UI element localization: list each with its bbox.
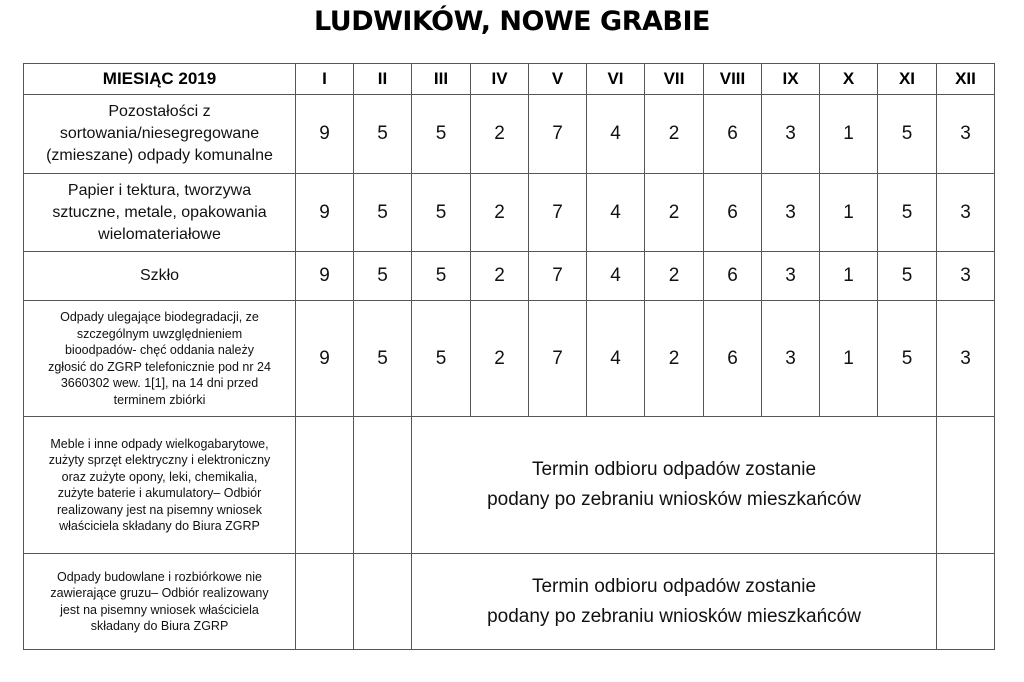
table-row	[24, 301, 995, 417]
day-cell: 7	[529, 252, 587, 301]
day-cell: 2	[645, 174, 704, 252]
day-cell: 6	[704, 252, 762, 301]
day-cell: 2	[471, 95, 529, 174]
note-line: Termin odbioru odpadów zostanie	[531, 459, 817, 480]
day-cell: 5	[878, 95, 937, 174]
day-cell: 5	[878, 301, 937, 417]
pickup-note	[412, 554, 937, 650]
label-line: Meble i inne odpady wielkogabarytowe,	[50, 436, 269, 451]
day-cell: 3	[762, 252, 820, 301]
day-cell: 2	[471, 301, 529, 417]
label-line: sortowania/niesegregowane	[59, 125, 260, 142]
empty-cell	[296, 417, 354, 554]
day-cell: 5	[878, 252, 937, 301]
month-header: XII	[937, 64, 995, 95]
note-line: podany po zebraniu wniosków mieszkańców	[487, 605, 861, 627]
table-row	[24, 95, 995, 174]
label-line: jest na pisemny wniosek właściciela	[60, 602, 259, 617]
month-header: XI	[878, 64, 937, 95]
label-line: sztuczne, metale, opakowania	[52, 203, 267, 221]
label-line: Szkło	[139, 267, 180, 284]
day-cell: 3	[937, 95, 995, 174]
day-cell: 9	[296, 252, 354, 301]
waste-type-label	[24, 417, 296, 554]
day-cell: 2	[645, 301, 704, 417]
day-cell: 1	[820, 95, 878, 174]
label-line: składany do Biura ZGRP	[90, 619, 229, 633]
day-cell: 1	[820, 174, 878, 252]
day-cell: 3	[762, 174, 820, 252]
label-line: szczególnym uwzględnieniem	[76, 326, 243, 341]
day-cell: 2	[471, 252, 529, 301]
day-cell: 9	[296, 95, 354, 174]
label-line: Odpady ulegające biodegradacji, ze	[60, 310, 259, 324]
label-line: zawierające gruzu– Odbiór realizowany	[50, 586, 269, 600]
day-cell: 3	[937, 301, 995, 417]
day-cell: 4	[587, 301, 645, 417]
label-line: oraz zużyte opony, leki, chemikalia,	[61, 469, 258, 484]
label-line: Pozostałości z	[108, 103, 211, 120]
day-cell: 5	[412, 95, 471, 174]
day-cell: 5	[354, 174, 412, 252]
empty-cell	[354, 417, 412, 554]
label-line: zużyte baterie i akumulatory– Odbiór	[57, 486, 262, 500]
day-cell: 7	[529, 95, 587, 174]
day-cell: 5	[878, 174, 937, 252]
waste-type-label	[24, 174, 296, 252]
day-cell: 5	[412, 174, 471, 252]
empty-cell	[937, 417, 995, 554]
month-header: X	[820, 64, 878, 95]
month-header: VIII	[704, 64, 762, 95]
empty-cell	[937, 554, 995, 650]
label-line: zużyty sprzęt elektryczny i elektroniczny	[48, 453, 271, 467]
month-header: V	[529, 64, 587, 95]
month-header: II	[354, 64, 412, 95]
day-cell: 6	[704, 95, 762, 174]
table-row	[24, 174, 995, 252]
empty-cell	[354, 554, 412, 650]
table-row	[24, 554, 995, 650]
label-line: zgłosić do ZGRP telefonicznie pod nr 24	[48, 359, 271, 374]
day-cell: 5	[412, 252, 471, 301]
day-cell: 7	[529, 174, 587, 252]
label-line: 3660302 wew. 1[1], na 14 dni przed	[60, 376, 259, 390]
label-line: (zmieszane) odpady komunalne	[46, 147, 273, 164]
day-cell: 9	[296, 174, 354, 252]
label-line: Odpady budowlane i rozbiórkowe nie	[57, 569, 262, 584]
day-cell: 7	[529, 301, 587, 417]
month-header: IV	[471, 64, 529, 95]
month-header: VII	[645, 64, 704, 95]
waste-type-label	[24, 301, 296, 417]
month-header-label: MIESIĄC 2019	[24, 64, 296, 95]
waste-type-label	[24, 95, 296, 174]
day-cell: 2	[471, 174, 529, 252]
day-cell: 1	[820, 252, 878, 301]
note-line: podany po zebraniu wniosków mieszkańców	[487, 489, 861, 510]
pickup-note	[412, 417, 937, 554]
day-cell: 2	[645, 95, 704, 174]
day-cell: 5	[354, 252, 412, 301]
label-line: Papier i tektura, tworzywa	[67, 181, 252, 199]
label-line: właściciela składany do Biura ZGRP	[59, 519, 260, 533]
month-header: VI	[587, 64, 645, 95]
month-header: I	[296, 64, 354, 95]
day-cell: 5	[412, 301, 471, 417]
day-cell: 5	[354, 95, 412, 174]
label-line: wielomateriałowe	[98, 225, 221, 243]
table-row	[24, 417, 995, 554]
day-cell: 5	[354, 301, 412, 417]
day-cell: 4	[587, 252, 645, 301]
label-line: realizowany jest na pisemny wniosek	[57, 502, 262, 517]
day-cell: 3	[762, 95, 820, 174]
day-cell: 6	[704, 174, 762, 252]
note-line: Termin odbioru odpadów zostanie	[531, 575, 817, 597]
page-title: LUDWIKÓW, NOWE GRABIE	[314, 6, 710, 37]
day-cell: 4	[587, 95, 645, 174]
day-cell: 3	[762, 301, 820, 417]
day-cell: 9	[296, 301, 354, 417]
header-row	[24, 64, 995, 95]
label-line: bioodpadów- chęć oddania należy	[64, 343, 255, 357]
day-cell: 3	[937, 174, 995, 252]
month-header: IX	[762, 64, 820, 95]
waste-type-label	[24, 554, 296, 650]
month-header: III	[412, 64, 471, 95]
schedule-table	[23, 63, 995, 650]
waste-type-label	[24, 252, 296, 301]
day-cell: 6	[704, 301, 762, 417]
empty-cell	[296, 554, 354, 650]
label-line: terminem zbiórki	[113, 392, 206, 407]
day-cell: 2	[645, 252, 704, 301]
table-row	[24, 252, 995, 301]
day-cell: 3	[937, 252, 995, 301]
day-cell: 4	[587, 174, 645, 252]
day-cell: 1	[820, 301, 878, 417]
